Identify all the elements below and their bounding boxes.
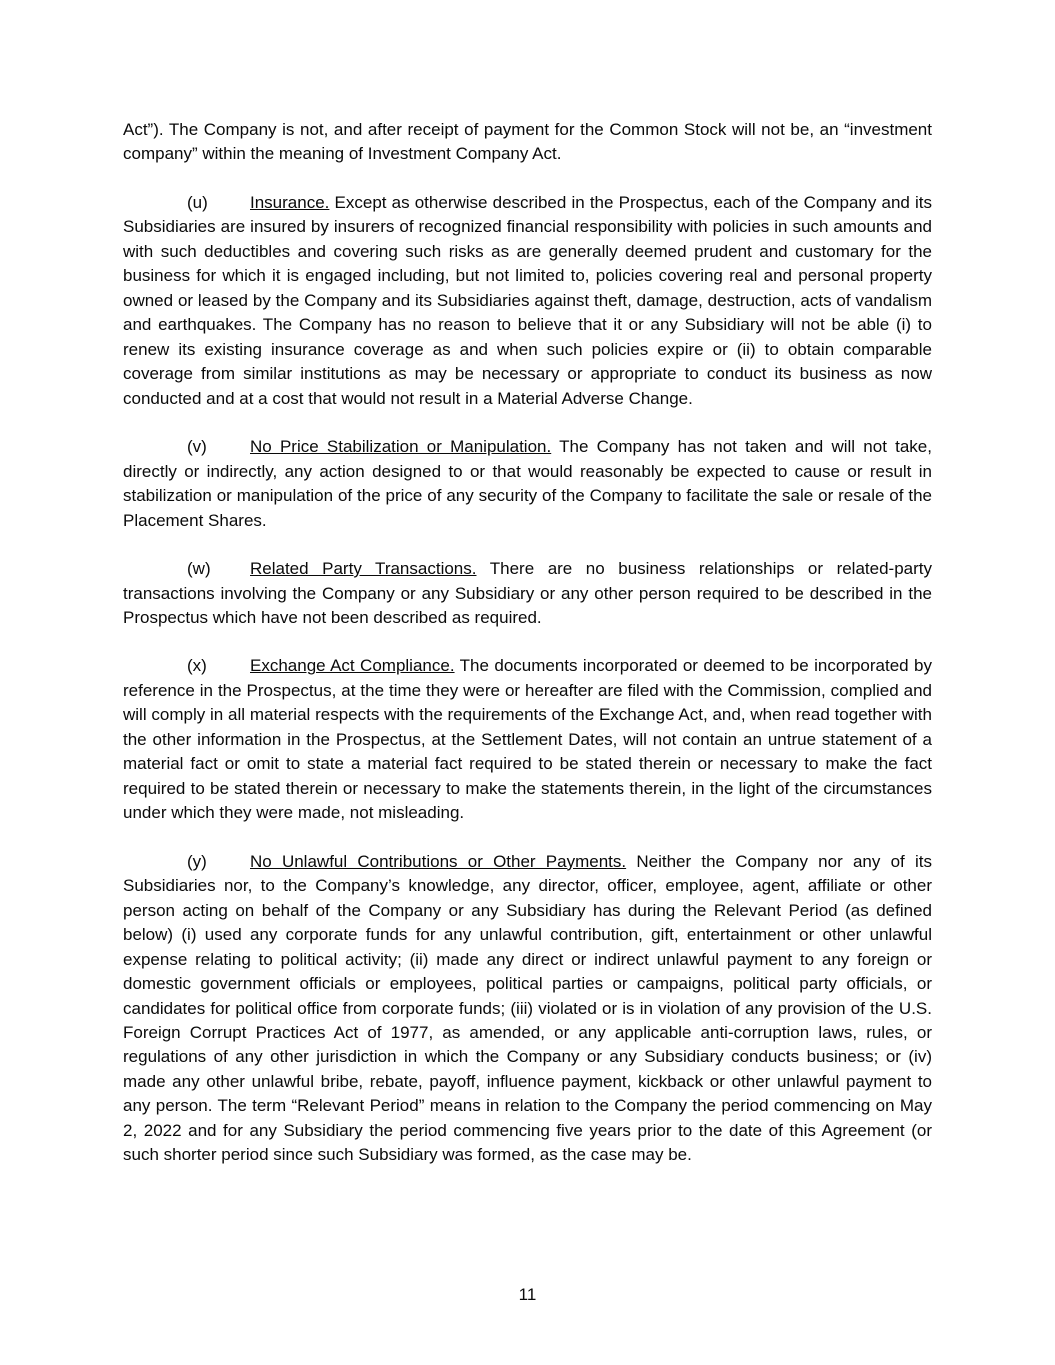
clause-heading: No Price Stabilization or Manipulation. [250,437,552,457]
clause-label: (w) [187,559,211,579]
clause-paragraph-y [123,850,932,1168]
clause-paragraph-v [123,435,932,533]
clause-label: (y) [187,851,207,871]
clause-body-text: Except as otherwise described in the Prospectus, each of the Company and its Subsidiaries are insured by insurers of recognized financial responsibility with policies in such amounts and with such deductibles and covering such risks as are generally deemed prudent and customary for the business for which it is engaged including, but not limited to, policies covering real and personal property owned or leased by the Company and its Subsidiaries against theft, damage, destruction, acts of vandalism and earthquakes. The Company has no reason to believe that it or any Subsidiary will not be able (i) to renew its existing insurance coverage as and when such policies expire or (ii) to obtain comparable coverage from similar institutions as may be necessary or appropriate to conduct its business as now conducted and at a cost that would not result in a Material Adverse Change. [123,192,932,408]
page-number: 11 [518,1284,537,1304]
clause-body-text: Act”). The Company is not, and after receipt of payment for the Common Stock will not be, an “investment company” within the meaning of Investment Company Act. [123,120,932,164]
clause-heading: Insurance. [250,192,330,212]
clause-paragraph-x [123,654,932,825]
clause-label: (u) [187,192,208,212]
clause-label: (v) [187,437,207,457]
clause-body-text: The Company has not taken and will not take, directly or indirectly, any action designed to or that would reasonably be expected to cause or result in stabilization or manipulation of the price of any security of the Company to facilitate the sale or resale of the Placement Shares. [123,437,932,530]
clause-heading: Exchange Act Compliance. [250,656,455,676]
clause-paragraph-w [123,557,932,630]
clause-heading: Related Party Transactions. [250,559,477,579]
clause-label: (x) [187,656,207,676]
intro-paragraph [123,118,932,167]
document-body [123,118,932,1168]
clause-heading: No Unlawful Contributions or Other Payments. [250,851,627,871]
clause-paragraph-u [123,191,932,411]
clause-body-text: Neither the Company nor any of its Subsidiaries nor, to the Company’s knowledge, any director, officer, employee, agent, affiliate or other person acting on behalf of the Company or any Subsidiary has during the Relevant Period (as defined below) (i) used any corporate funds for any unlawful contribution, gift, entertainment or other unlawful expense relating to political activity; (ii) made any direct or indirect unlawful payment to any foreign or domestic government officials or employees, political parties or campaigns, political party officials, or candidates for political office from corporate funds; (iii) violated or is in violation of any provision of the U.S. Foreign Corrupt Practices Act of 1977, as amended, or any applicable anti-corruption laws, rules, or regulations of any other jurisdiction in which the Company or any Subsidiary conducts business; or (iv) made any other unlawful bribe, rebate, payoff, influence payment, kickback or other unlawful payment to any person. The term “Relevant Period” means in relation to the Company the period commencing on May 2, 2022 and for any Subsidiary the period commencing five years prior to the date of this Agreement (or such shorter period since such Subsidiary was formed, as the case may be. [123,851,932,1165]
clause-body-text: There are no business relationships or related-party transactions involving the Company or any Subsidiary or any other person required to be described in the Prospectus which have not been described as required. [123,559,932,627]
clause-body-text: The documents incorporated or deemed to be incorporated by reference in the Prospectus, at the time they were or hereafter are filed with the Commission, complied and will comply in all material respects with the requirements of the Exchange Act, and, when read together with the other information in the Prospectus, at the Settlement Dates, will not contain an untrue statement of a material fact or omit to state a material fact required to be stated therein or necessary to make the fact required to be stated therein or necessary to make the statements therein, in the light of the circumstances under which they were made, not misleading. [123,656,932,823]
